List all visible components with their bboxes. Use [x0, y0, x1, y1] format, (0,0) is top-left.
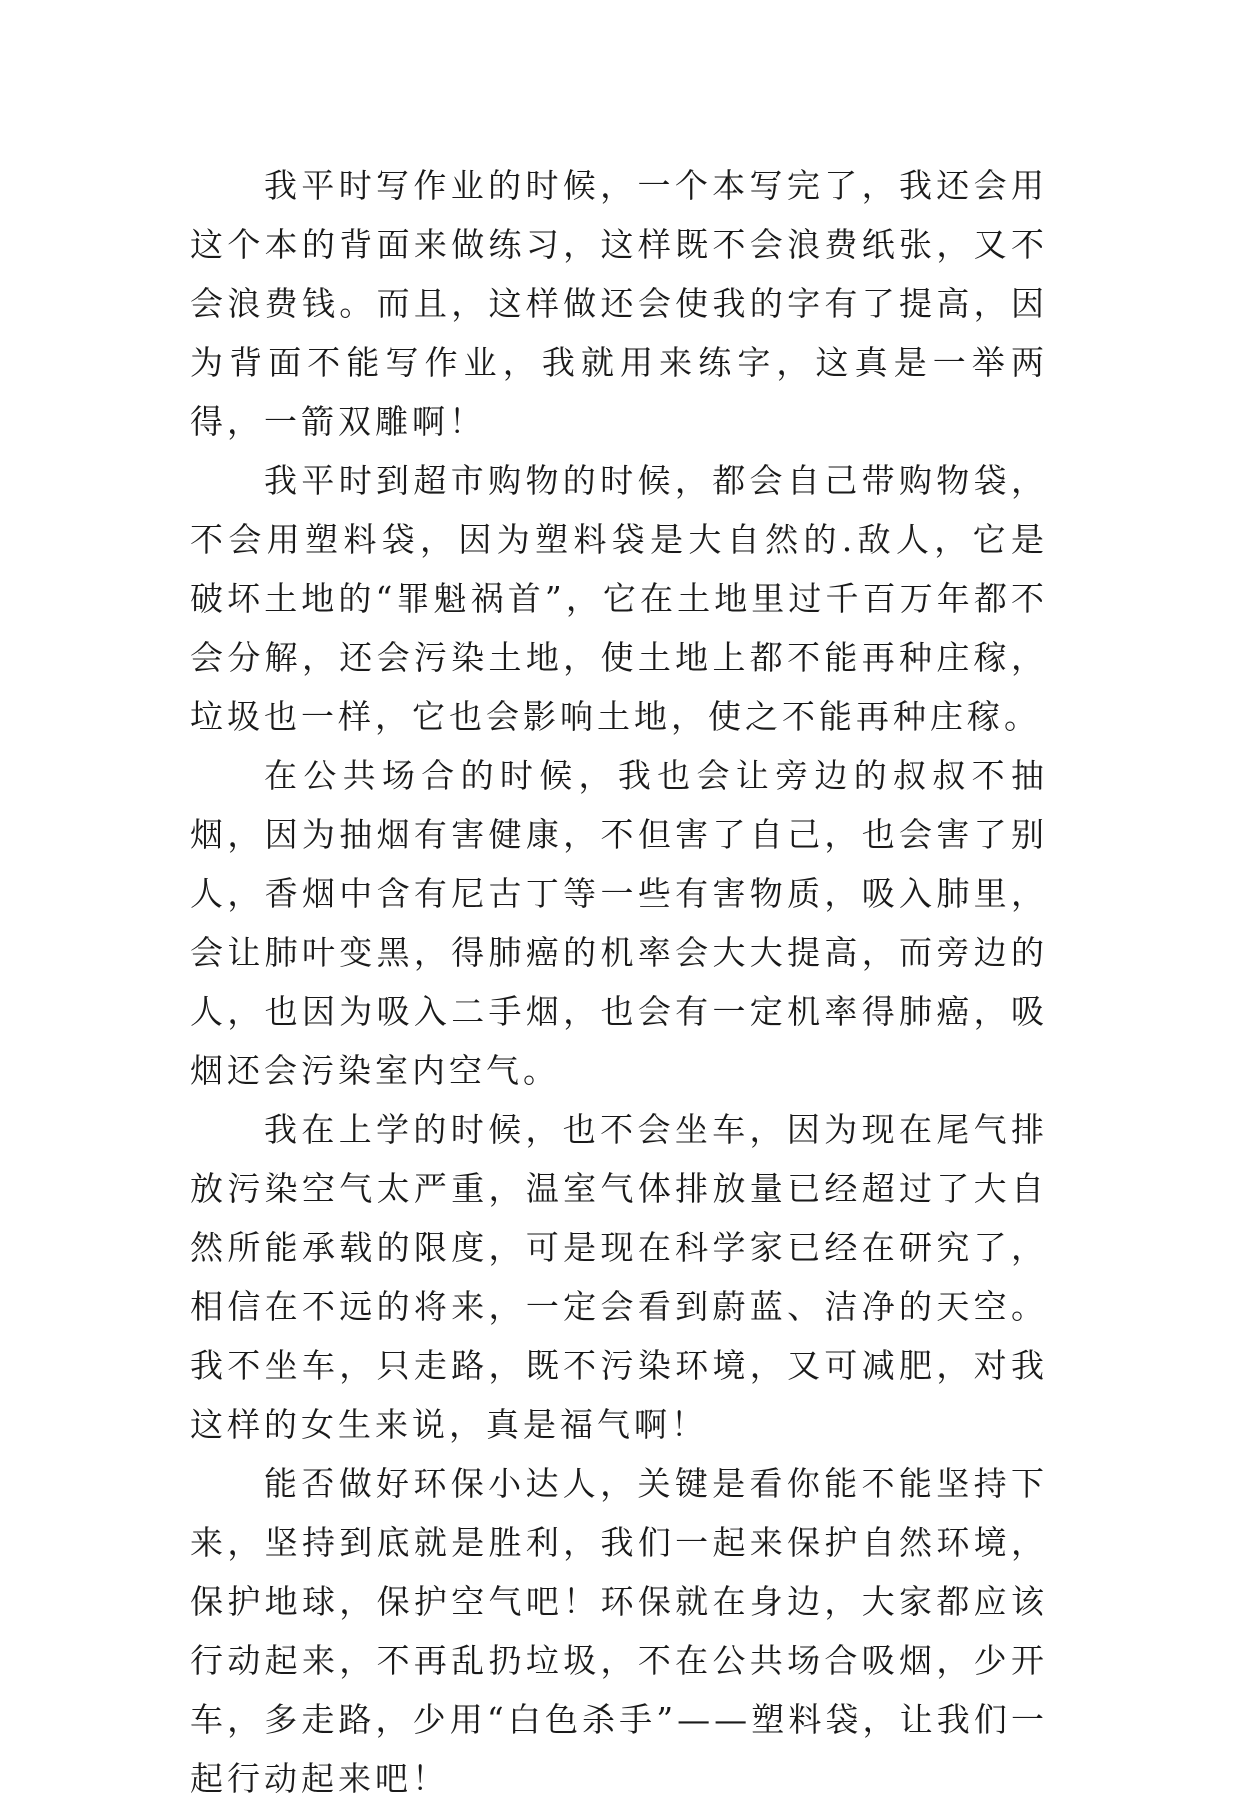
essay-body	[190, 156, 1048, 1808]
paragraph-shopping-bag: 我平时到超市购物的时候，都会自己带购物袋，不会用塑料袋，因为塑料袋是大自然的.敌人，它是破坏土地的“罪魁祸首”，它在土地里过千百万年都不会分解，还会污染土地，使土地上都不能再种庄稼，垃圾也一样，它也会影响土地，使之不能再种庄稼。	[190, 461, 1048, 736]
paragraph-smoking: 在公共场合的时候，我也会让旁边的叔叔不抽烟，因为抽烟有害健康，不但害了自己，也会害了别人，香烟中含有尼古丁等一些有害物质，吸入肺里，会让肺叶变黑，得肺癌的机率会大大提高，而旁边的人，也因为吸入二手烟，也会有一定机率得肺癌，吸烟还会污染室内空气。	[190, 756, 1048, 1090]
paragraph-homework: 我平时写作业的时候，一个本写完了，我还会用这个本的背面来做练习，这样既不会浪费纸张，又不会浪费钱。而且，这样做还会使我的字有了提高，因为背面不能写作业，我就用来练字，这真是一举两得，一箭双雕啊！	[190, 166, 1048, 441]
paragraph-walking: 我在上学的时候，也不会坐车，因为现在尾气排放污染空气太严重，温室气体排放量已经超过了大自然所能承载的限度，可是现在科学家已经在研究了，相信在不远的将来，一定会看到蔚蓝、洁净的天空。我不坐车，只走路，既不污染环境，又可减肥，对我这样的女生来说，真是福气啊！	[190, 1110, 1048, 1444]
paragraph-conclusion: 能否做好环保小达人，关键是看你能不能坚持下来，坚持到底就是胜利，我们一起来保护自然环境，保护地球，保护空气吧！环保就在身边，大家都应该行动起来，不再乱扔垃圾，不在公共场合吸烟，少开车，多走路，少用“白色杀手”——塑料袋，让我们一起行动起来吧！	[190, 1464, 1048, 1798]
